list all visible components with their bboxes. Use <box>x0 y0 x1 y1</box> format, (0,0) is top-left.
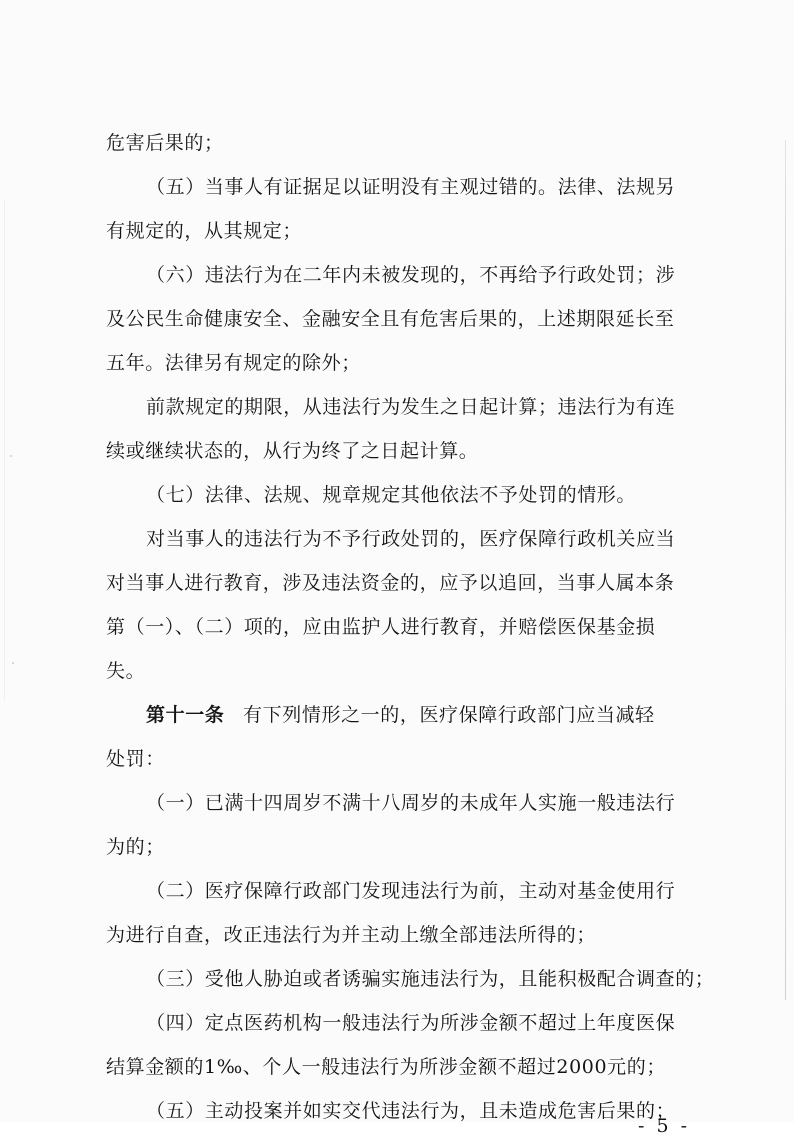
text-line: （二）医疗保障行政部门发现违法行为前，主动对基金使用行 <box>146 880 676 902</box>
text-line: （六）违法行为在二年内未被发现的，不再给予行政处罚；涉 <box>146 264 676 286</box>
text-line: （五）主动投案并如实交代违法行为，且未造成危害后果的； <box>146 1100 676 1122</box>
text-line: 结算金额的1‰、个人一般违法行为所涉金额不超过2000元的； <box>106 1056 666 1078</box>
text-line: 处罚： <box>106 748 165 770</box>
article-text: 有下列情形之一的，医疗保障行政部门应当减轻 <box>243 704 655 726</box>
text-line: （四）定点医药机构一般违法行为所涉金额不超过上年度医保 <box>146 1012 676 1034</box>
article-line <box>146 703 696 727</box>
text-line: 对当事人的违法行为不予行政处罚的，医疗保障行政机关应当 <box>146 528 676 550</box>
scan-dot <box>12 662 14 664</box>
text-line: 续或继续状态的，从行为终了之日起计算。 <box>106 440 479 462</box>
text-line: 失。 <box>106 660 146 682</box>
text-line: （七）法律、法规、规章规定其他依法不予处罚的情形。 <box>146 484 637 506</box>
scan-edge-right <box>785 140 786 1000</box>
scan-edge-left <box>4 200 5 700</box>
text-line: （五）当事人有证据足以证明没有主观过错的。法律、法规另 <box>146 176 676 198</box>
text-line: 前款规定的期限，从违法行为发生之日起计算；违法行为有连 <box>146 396 676 418</box>
scan-dot <box>10 455 12 457</box>
text-line: 危害后果的； <box>106 132 224 154</box>
text-line: （一）已满十四周岁不满十八周岁的未成年人实施一般违法行 <box>146 792 676 814</box>
article-heading: 第十一条 <box>146 704 225 726</box>
text-line: 为的； <box>106 836 165 858</box>
text-line: 有规定的，从其规定； <box>106 220 303 242</box>
text-line: 及公民生命健康安全、金融安全且有危害后果的，上述期限延长至 <box>106 308 675 330</box>
text-line: 五年。法律另有规定的除外； <box>106 352 361 374</box>
text-line: 对当事人进行教育，涉及违法资金的，应予以追回，当事人属本条 <box>106 572 675 594</box>
page-number: - 5 - <box>637 1115 690 1137</box>
text-line: 为进行自查，改正违法行为并主动上缴全部违法所得的； <box>106 924 597 946</box>
text-line: 第（一）、（二）项的，应由监护人进行教育，并赔偿医保基金损 <box>106 616 656 638</box>
text-line: （三）受他人胁迫或者诱骗实施违法行为，且能积极配合调查的； <box>146 968 715 990</box>
